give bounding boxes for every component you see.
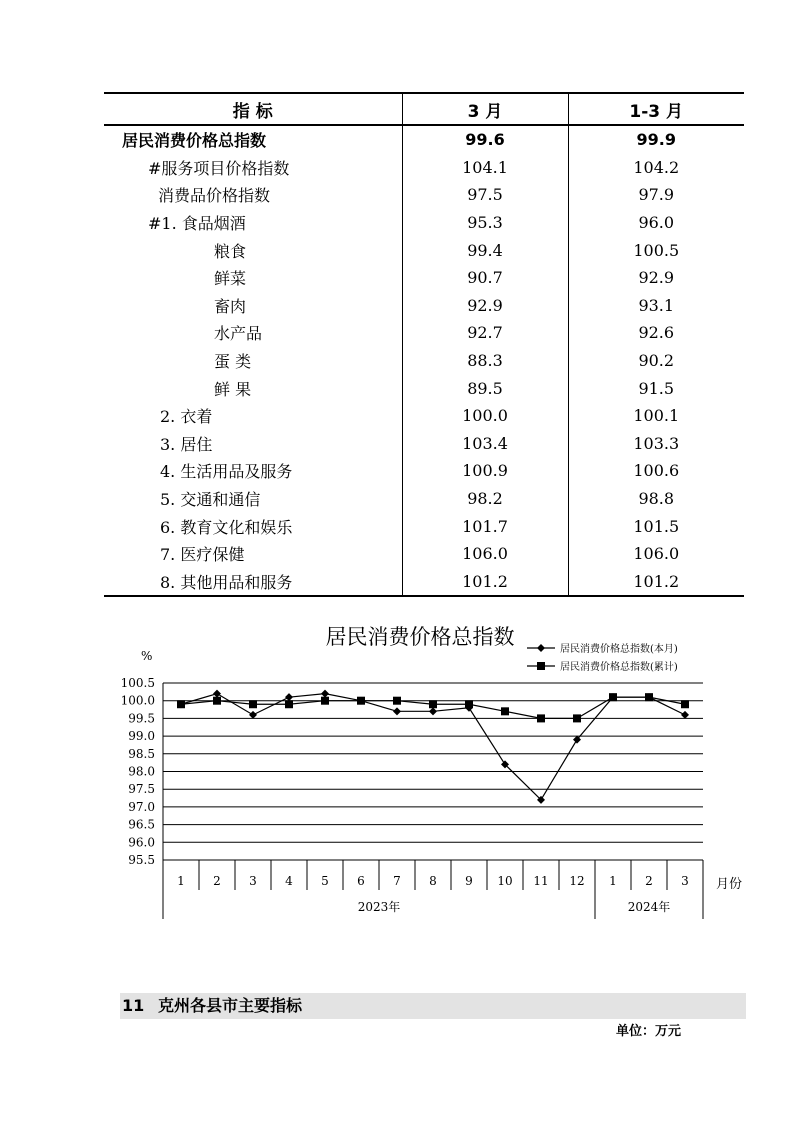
row-name: 粮食 xyxy=(214,241,247,261)
section-header xyxy=(120,993,746,1019)
header-quarter: 1-3 月 xyxy=(568,93,744,125)
row-month-value: 104.1 xyxy=(402,154,568,182)
series-2-point xyxy=(357,697,365,705)
table-row xyxy=(104,125,744,154)
unit-label: 单位：万元 xyxy=(616,1024,682,1039)
row-name: 3. 居住 xyxy=(160,434,213,454)
year-label: 2023年 xyxy=(357,900,401,914)
row-quarter-value: 103.3 xyxy=(568,430,744,458)
series-2-point xyxy=(393,697,401,705)
year-label: 2024年 xyxy=(627,900,671,914)
row-name: 2. 衣着 xyxy=(160,407,213,427)
row-quarter-value: 104.2 xyxy=(568,154,744,182)
table-row xyxy=(104,374,744,402)
y-tick-label: 97.0 xyxy=(128,799,155,814)
x-tick-label: 3 xyxy=(249,874,257,888)
x-tick-label: 8 xyxy=(429,874,437,888)
legend-marker-2 xyxy=(537,662,545,670)
series-2-point xyxy=(645,693,653,701)
table-row xyxy=(104,457,744,485)
series-2-point xyxy=(681,700,689,708)
x-tick-label: 7 xyxy=(393,874,401,888)
table-row xyxy=(104,319,744,347)
row-name: 消费品价格指数 xyxy=(158,186,271,206)
row-month-value: 103.4 xyxy=(402,430,568,458)
row-month-value: 88.3 xyxy=(402,347,568,375)
row-month-value: 92.7 xyxy=(402,319,568,347)
header-indicator: 指 标 xyxy=(104,93,402,125)
x-tick-label: 4 xyxy=(285,874,293,888)
row-month-value: 98.2 xyxy=(402,485,568,513)
row-month-value: 99.4 xyxy=(402,236,568,264)
table-row xyxy=(104,181,744,209)
price-index-table xyxy=(104,92,744,597)
y-axis-unit: % xyxy=(141,649,153,663)
y-tick-label: 99.0 xyxy=(128,729,155,744)
cpi-line-chart xyxy=(0,612,793,952)
series-2-point xyxy=(465,700,473,708)
y-tick-label: 96.5 xyxy=(128,817,155,832)
row-name: 畜肉 xyxy=(214,296,247,316)
table-row xyxy=(104,347,744,375)
table-row xyxy=(104,154,744,182)
row-month-value: 106.0 xyxy=(402,540,568,568)
series-2-point xyxy=(321,697,329,705)
chart-title: 居民消费价格总指数 xyxy=(325,625,515,649)
series-2-point xyxy=(429,700,437,708)
x-tick-label: 9 xyxy=(465,874,473,888)
table-row xyxy=(104,236,744,264)
table-row xyxy=(104,292,744,320)
legend-marker-1 xyxy=(537,644,545,652)
row-month-value: 100.9 xyxy=(402,457,568,485)
row-name: 4. 生活用品及服务 xyxy=(160,462,293,482)
row-quarter-value: 100.1 xyxy=(568,402,744,430)
row-name: 水产品 xyxy=(214,324,263,344)
row-quarter-value: 99.9 xyxy=(568,125,744,154)
row-name: 7. 医疗保健 xyxy=(160,545,245,565)
series-2-point xyxy=(249,700,257,708)
table-row xyxy=(104,512,744,540)
row-quarter-value: 100.5 xyxy=(568,236,744,264)
y-tick-label: 98.0 xyxy=(128,764,155,779)
y-tick-label: 98.5 xyxy=(128,746,155,761)
series-2-point xyxy=(501,707,509,715)
x-tick-label: 6 xyxy=(357,874,365,888)
x-axis-label: 月份 xyxy=(716,877,743,892)
row-month-value: 99.6 xyxy=(402,125,568,154)
row-name: 8. 其他用品和服务 xyxy=(104,568,402,597)
x-tick-label: 11 xyxy=(533,874,549,888)
series-2-point xyxy=(609,693,617,701)
row-quarter-value: 91.5 xyxy=(568,374,744,402)
table-row xyxy=(104,209,744,237)
table-row xyxy=(104,430,744,458)
row-quarter-value: 92.6 xyxy=(568,319,744,347)
x-tick-label: 5 xyxy=(321,874,329,888)
row-name: 5. 交通和通信 xyxy=(160,490,261,510)
row-name: 鲜 果 xyxy=(214,379,252,399)
row-quarter-value: 90.2 xyxy=(568,347,744,375)
legend-label-2: 居民消费价格总指数(累计) xyxy=(560,662,678,673)
row-quarter-value: 92.9 xyxy=(568,264,744,292)
y-tick-label: 99.5 xyxy=(128,711,155,726)
row-quarter-value: 93.1 xyxy=(568,292,744,320)
row-name: #服务项目价格指数 xyxy=(148,158,290,178)
row-quarter-value: 98.8 xyxy=(568,485,744,513)
row-month-value: 89.5 xyxy=(402,374,568,402)
row-quarter-value: 101.5 xyxy=(568,512,744,540)
row-quarter-value: 100.6 xyxy=(568,457,744,485)
series-1-point xyxy=(249,711,257,719)
y-tick-label: 100.5 xyxy=(120,676,155,690)
section-number: 11 xyxy=(122,996,145,1015)
series-2-point xyxy=(573,714,581,722)
section-title: 克州各县市主要指标 xyxy=(158,996,303,1015)
x-tick-label: 2 xyxy=(213,874,221,888)
series-1-point xyxy=(681,711,689,719)
x-tick-label: 12 xyxy=(569,874,585,888)
row-name: 鲜菜 xyxy=(214,269,247,289)
series-1-point xyxy=(393,707,401,715)
row-name: #1. 食品烟酒 xyxy=(148,214,246,234)
header-month: 3 月 xyxy=(402,93,568,125)
table-body xyxy=(104,125,744,596)
series-2-point xyxy=(213,697,221,705)
row-month-value: 100.0 xyxy=(402,402,568,430)
x-tick-label: 1 xyxy=(177,874,185,888)
y-tick-label: 95.5 xyxy=(128,853,155,867)
y-tick-label: 96.0 xyxy=(128,835,155,850)
series-1-point xyxy=(213,690,221,698)
table-row xyxy=(104,485,744,513)
legend-label-1: 居民消费价格总指数(本月) xyxy=(560,644,678,655)
series-2-point xyxy=(537,714,545,722)
row-name: 蛋 类 xyxy=(214,352,252,372)
x-tick-label: 10 xyxy=(497,874,513,888)
series-1-point xyxy=(321,690,329,698)
table-header xyxy=(104,93,744,125)
x-tick-label: 3 xyxy=(681,874,689,888)
row-quarter-value: 106.0 xyxy=(568,540,744,568)
row-quarter-value: 101.2 xyxy=(568,568,744,597)
row-month-value: 101.2 xyxy=(402,568,568,597)
table-row xyxy=(104,540,744,568)
row-month-value: 101.7 xyxy=(402,512,568,540)
table-row xyxy=(104,264,744,292)
series-2-point xyxy=(177,700,185,708)
series-2-point xyxy=(285,700,293,708)
series-1-point xyxy=(429,707,437,715)
row-quarter-value: 96.0 xyxy=(568,209,744,237)
x-tick-label: 2 xyxy=(645,874,653,888)
table-row xyxy=(104,402,744,430)
series-1-point xyxy=(285,693,293,701)
row-month-value: 95.3 xyxy=(402,209,568,237)
x-tick-label: 1 xyxy=(609,874,617,888)
row-quarter-value: 97.9 xyxy=(568,181,744,209)
y-tick-label: 97.5 xyxy=(128,782,155,797)
table-row xyxy=(104,568,744,597)
row-month-value: 90.7 xyxy=(402,264,568,292)
row-name: 6. 教育文化和娱乐 xyxy=(160,517,293,537)
y-tick-label: 100.0 xyxy=(120,693,155,708)
row-month-value: 92.9 xyxy=(402,292,568,320)
row-month-value: 97.5 xyxy=(402,181,568,209)
row-name: 居民消费价格总指数 xyxy=(122,131,267,151)
